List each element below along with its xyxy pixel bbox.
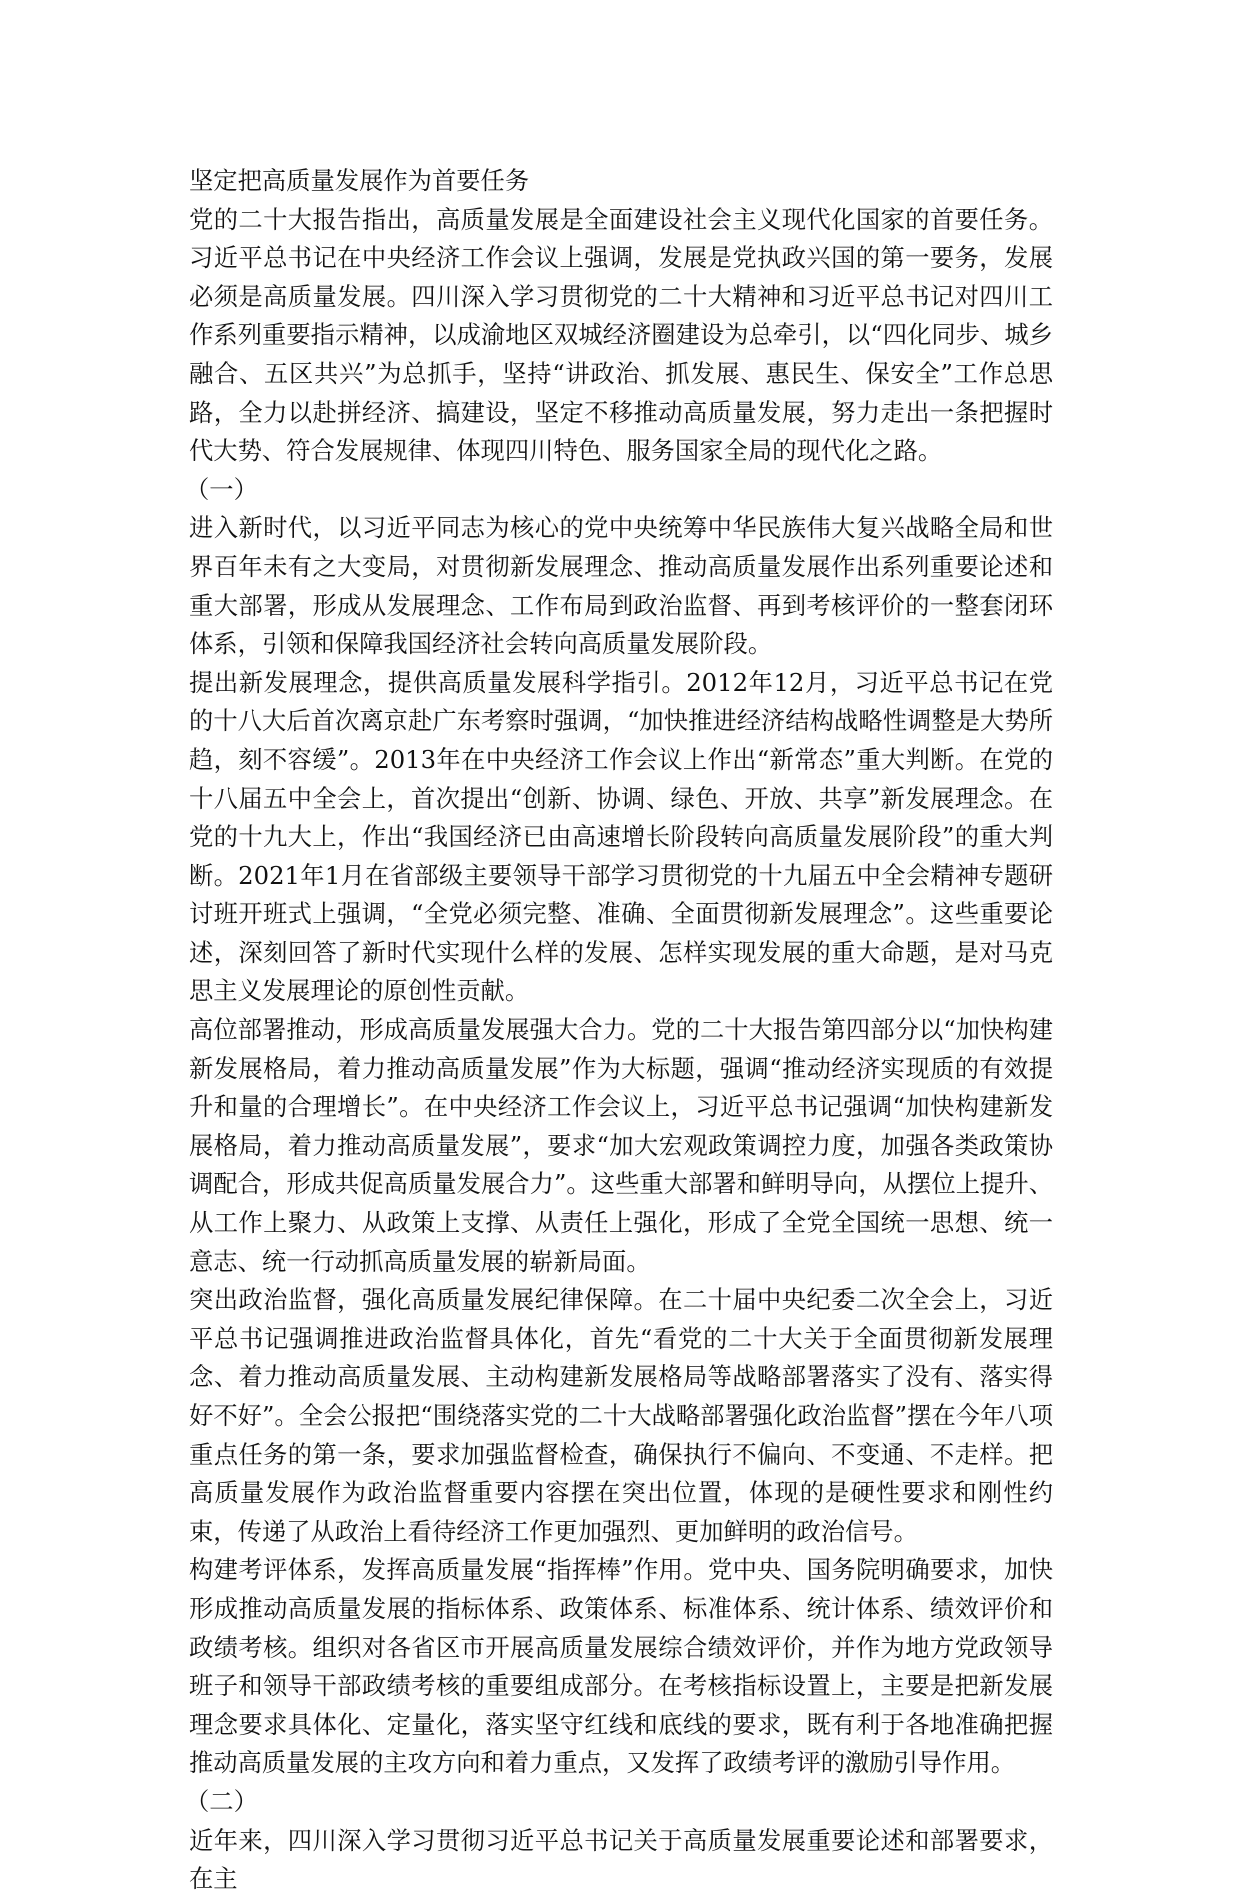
document-page bbox=[185, 162, 1053, 1899]
paragraph-new-era: 进入新时代，以习近平同志为核心的党中央统筹中华民族伟大复兴战略全局和世界百年未有之大变局，对贯彻新发展理念、推动高质量发展作出系列重要论述和重大部署，形成从发展理念、工作布局到政治监督、再到考核评价的一整套闭环体系，引领和保障我国经济社会转向高质量发展阶段。 bbox=[189, 513, 1053, 659]
document-title: 坚定把高质量发展作为首要任务 bbox=[189, 166, 530, 195]
paragraph-evaluation-system: 构建考评体系，发挥高质量发展“指挥棒”作用。党中央、国务院明确要求，加快形成推动高质量发展的指标体系、政策体系、标准体系、统计体系、绩效评价和政绩考核。组织对各省区市开展高质量发展综合绩效评价，并作为地方党政领导班子和领导干部政绩考核的重要组成部分。在考核指标设置上，主要是把新发展理念要求具体化、定量化，落实坚守红线和底线的要求，既有利于各地准确把握推动高质量发展的主攻方向和着力重点，又发挥了政绩考评的激励引导作用。 bbox=[189, 1555, 1053, 1778]
paragraph-political-supervision: 突出政治监督，强化高质量发展纪律保障。在二十届中央纪委二次全会上，习近平总书记强调推进政治监督具体化，首先“看党的二十大关于全面贯彻新发展理念、着力推动高质量发展、主动构建新发展格局等战略部署落实了没有、落实得好不好”。全会公报把“围绕落实党的二十大战略部署强化政治监督”摆在今年八项重点任务的第一条，要求加强监督检查，确保执行不偏向、不变通、不走样。把高质量发展作为政治监督重要内容摆在突出位置，体现的是硬性要求和刚性约束，传递了从政治上看待经济工作更加强烈、更加鲜明的政治信号。 bbox=[189, 1285, 1053, 1546]
paragraph-sichuan-recent-years: 近年来，四川深入学习贯彻习近平总书记关于高质量发展重要论述和部署要求，在主 bbox=[189, 1825, 1053, 1894]
section-marker-1: （一） bbox=[185, 474, 258, 504]
paragraph-high-level-deployment: 高位部署推动，形成高质量发展强大合力。党的二十大报告第四部分以“加快构建新发展格局，着力推动高质量发展”作为大标题，强调“推动经济实现质的有效提升和量的合理增长”。在中央经济工作会议上，习近平总书记强调“加快构建新发展格局，着力推动高质量发展”，要求“加大宏观政策调控力度，加强各类政策协调配合，形成共促高质量发展合力”。这些重大部署和鲜明导向，从摆位上提升、从工作上聚力、从政策上支撑、从责任上强化，形成了全党全国统一思想、统一意志、统一行动抓高质量发展的崭新局面。 bbox=[189, 1015, 1053, 1276]
paragraph-intro: 党的二十大报告指出，高质量发展是全面建设社会主义现代化国家的首要任务。习近平总书记在中央经济工作会议上强调，发展是党执政兴国的第一要务，发展必须是高质量发展。四川深入学习贯彻党的二十大精神和习近平总书记对四川工作系列重要指示精神，以成渝地区双城经济圈建设为总牵引，以“四化同步、城乡融合、五区共兴”为总抓手，坚持“讲政治、抓发展、惠民生、保安全”工作总思路，全力以赴拼经济、搞建设，坚定不移推动高质量发展，努力走出一条把握时代大势、符合发展规律、体现四川特色、服务国家全局的现代化之路。 bbox=[189, 204, 1053, 466]
section-marker-2: （二） bbox=[185, 1786, 258, 1816]
paragraph-new-development-concept: 提出新发展理念，提供高质量发展科学指引。2012年12月，习近平总书记在党的十八大后首次离京赴广东考察时强调，“加快推进经济结构战略性调整是大势所趋，刻不容缓”。2013年在中央经济工作会议上作出“新常态”重大判断。在党的十八届五中全会上，首次提出“创新、协调、绿色、开放、共享”新发展理念。在党的十九大上，作出“我国经济已由高速增长阶段转向高质量发展阶段”的重大判断。2021年1月在省部级主要领导干部学习贯彻党的十九届五中全会精神专题研讨班开班式上强调，“全党必须完整、准确、全面贯彻新发展理念”。这些重要论述，深刻回答了新时代实现什么样的发展、怎样实现发展的重大命题，是对马克思主义发展理论的原创性贡献。 bbox=[189, 667, 1053, 1006]
